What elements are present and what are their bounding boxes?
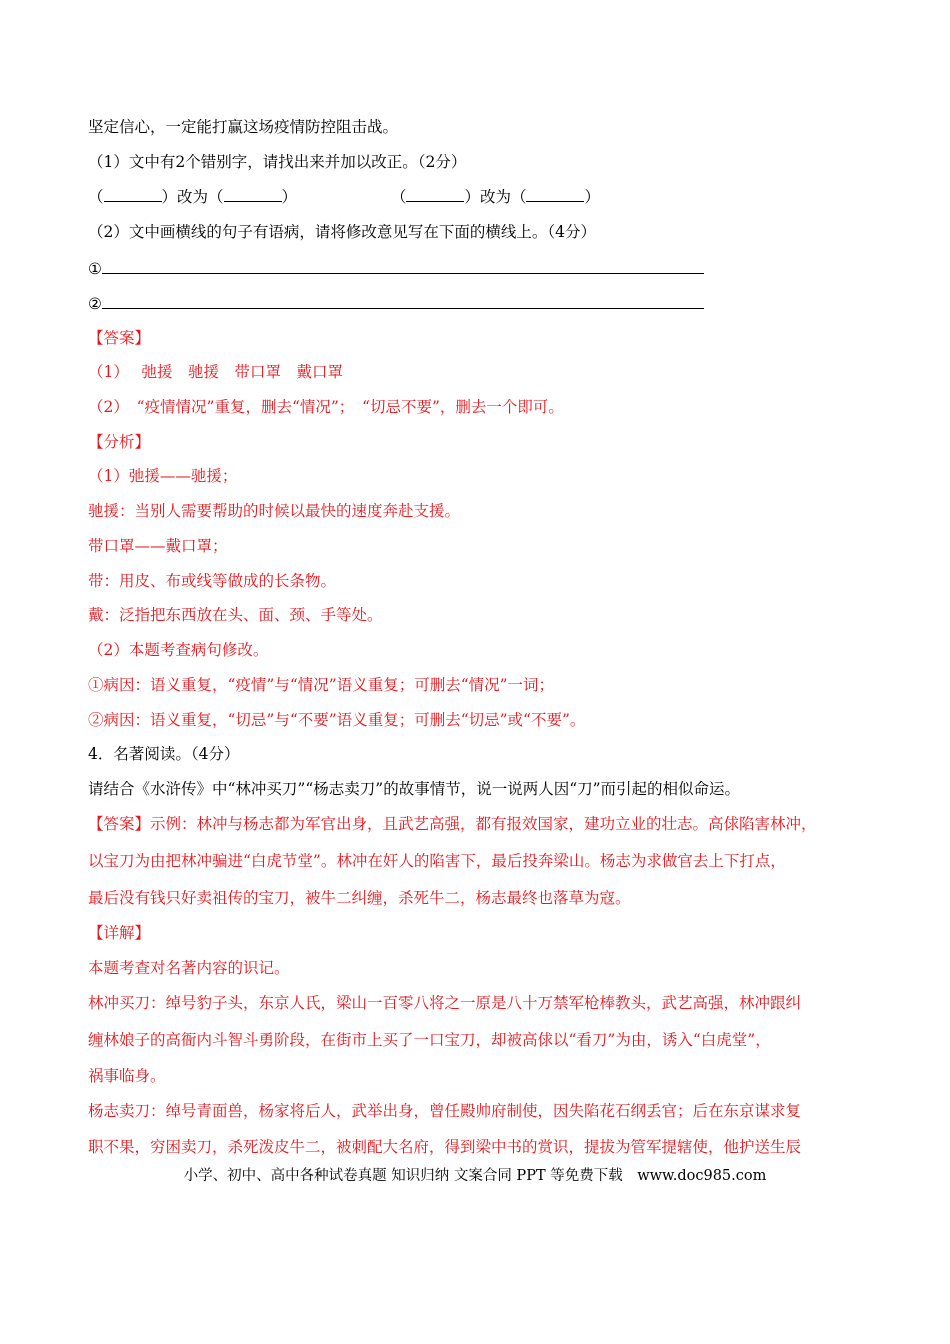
circled-number: ①	[88, 260, 102, 278]
answer-4-line: 最后没有钱只好卖祖传的宝刀，被牛二纠缠，杀死牛二，杨志最终也落草为寇。	[88, 889, 631, 907]
paren-close: ）	[281, 188, 298, 206]
answer-4-line: 以宝刀为由把林冲骗进“白虎节堂”。林冲在奸人的陷害下，最后投奔梁山。杨志为求做官去上下打点，	[88, 852, 786, 870]
detail-line: 杨志卖刀：绰号青面兽，杨家将后人，武举出身，曾任殿帅府制使，因失陷花石纲丢官；后在东京谋求复	[88, 1102, 802, 1120]
section-4-title: 4．名著阅读。（4分）	[88, 745, 240, 763]
blank-field[interactable]	[526, 187, 584, 202]
analysis-line: 戴：泛指把东西放在头、面、颈、手等处。	[88, 606, 383, 624]
analysis-tag: 【分析】	[88, 433, 151, 451]
change-to-label: ）改为（	[464, 188, 527, 206]
detail-line: 缠林娘子的高衙内斗智斗勇阶段，在街市上买了一口宝刀，却被高俅以“看刀”为由，诱入“白虎堂”，	[88, 1031, 771, 1049]
detail-line: 祸事临身。	[88, 1067, 166, 1085]
writing-line-1	[88, 259, 704, 279]
answer-4-line	[88, 814, 817, 834]
answer-line: （1） 弛援 驰援 带口罩 戴口罩	[88, 363, 344, 381]
analysis-line: ②病因：语义重复，“切忌”与“不要”语义重复；可删去“切忌”或“不要”。	[88, 711, 586, 729]
detail-line: 本题考查对名著内容的识记。	[88, 959, 290, 977]
blank-field[interactable]	[406, 187, 464, 202]
paren-close: ）	[584, 188, 600, 206]
analysis-line: ①病因：语义重复，“疫情”与“情况”语义重复；可删去“情况”一词；	[88, 676, 555, 694]
answer-text: 示例：林冲与杨志都为军官出身，且武艺高强，都有报效国家，建功立业的壮志。高俅陷害林冲，	[150, 815, 817, 833]
detail-line: 职不果，穷困卖刀，杀死泼皮牛二，被刺配大名府，得到梁中书的赏识，提拔为管军提辖使，他护送生辰	[88, 1138, 802, 1156]
detail-tag: 【详解】	[88, 924, 151, 942]
circled-number: ②	[88, 295, 102, 313]
answer-tag: 【答案】	[88, 815, 151, 833]
section-4-question: 请结合《水浒传》中“林冲买刀”“杨志卖刀”的故事情节，说一说两人因“刀”而引起的相似命运。	[88, 780, 741, 798]
page-footer: 小学、初中、高中各种试卷真题 知识归纳 文案合同 PPT 等免费下载 www.doc985.com	[183, 1168, 767, 1184]
answer-line: （2） “疫情情况”重复，删去“情况”； “切忌不要”，删去一个即可。	[88, 398, 564, 416]
question-2: （2）文中画横线的句子有语病，请将修改意见写在下面的横线上。（4分）	[88, 223, 596, 241]
analysis-line: 带：用皮、布或线等做成的长条物。	[88, 572, 337, 590]
paren-open: （	[88, 188, 104, 206]
change-to-label: ）改为（	[161, 188, 224, 206]
paren-open: （	[390, 188, 407, 206]
analysis-line: （2）本题考查病句修改。	[88, 641, 269, 659]
writing-blank[interactable]	[102, 294, 704, 309]
answer-blanks-row	[88, 187, 600, 207]
analysis-line: 带口罩——戴口罩；	[88, 537, 228, 555]
blank-field[interactable]	[224, 187, 282, 202]
writing-line-2	[88, 294, 704, 314]
detail-line: 林冲买刀：绰号豹子头，东京人氏，梁山一百零八将之一原是八十万禁军枪棒教头，武艺高强，林冲跟纠	[88, 994, 802, 1012]
question-1: （1）文中有2个错别字，请找出来并加以改正。（2分）	[88, 153, 467, 171]
analysis-line: 驰援：当别人需要帮助的时候以最快的速度奔赴支援。	[88, 502, 461, 520]
writing-blank[interactable]	[102, 259, 704, 274]
answer-tag: 【答案】	[88, 329, 151, 347]
text-line: 坚定信心，一定能打赢这场疫情防控阻击战。	[88, 118, 399, 136]
blank-field[interactable]	[104, 187, 162, 202]
analysis-line: （1）弛援——驰援；	[88, 467, 238, 485]
